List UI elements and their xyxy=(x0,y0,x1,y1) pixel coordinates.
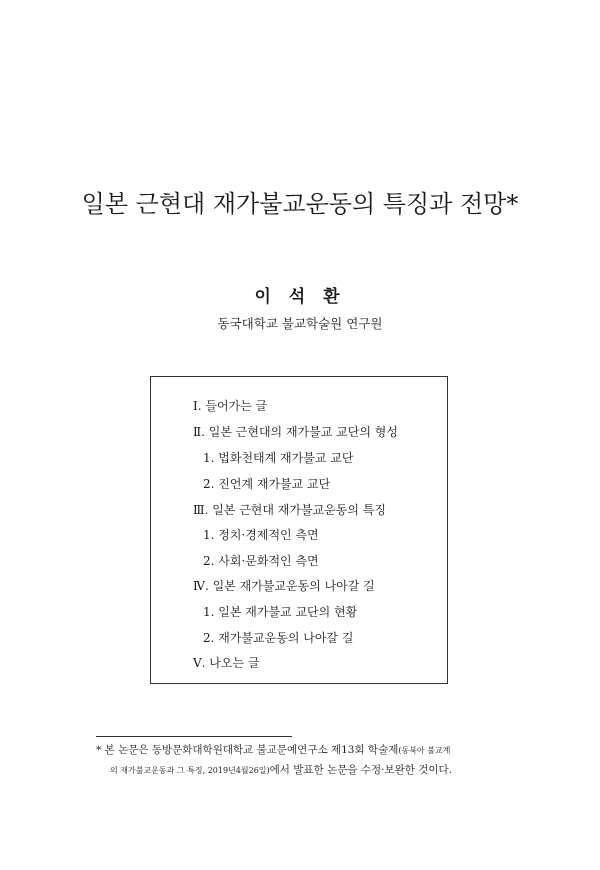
author-affiliation: 동국대학교 불교학술원 연구원 xyxy=(217,316,383,331)
toc-section-5: Ⅴ. 나오는 글 xyxy=(193,656,260,670)
toc-section-4: Ⅳ. 일본 재가불교운동의 나아갈 길 xyxy=(193,579,375,593)
footnote-text: 에서 발표한 논문을 수정·보완한 것이다. xyxy=(269,764,452,776)
toc-section-1: Ⅰ. 들어가는 글 xyxy=(193,399,268,413)
toc-subsection-3-2: 2. 사회·문화적인 측면 xyxy=(203,554,319,568)
author-name: 이 석 환 xyxy=(254,287,346,307)
toc-subsection-2-2: 2. 진언계 재가불교 교단 xyxy=(203,477,331,491)
toc-subsection-4-1: 1. 일본 재가불교 교단의 현황 xyxy=(203,605,358,619)
footnote-line-2 xyxy=(110,762,452,777)
footnote-text: * 본 논문은 동방문화대학원대학교 불교문예연구소 제13회 학술제 xyxy=(96,744,399,756)
toc-subsection-2-1: 1. 법화천태계 재가불교 교단 xyxy=(203,451,354,465)
table-of-contents xyxy=(150,376,448,684)
toc-section-2: Ⅱ. 일본 근현대의 재가불교 교단의 형성 xyxy=(193,425,398,439)
footnote-line-1 xyxy=(96,742,450,757)
toc-subsection-3-1: 1. 정치·경제적인 측면 xyxy=(203,528,319,542)
toc-subsection-4-2: 2. 재가불교운동의 나아갈 길 xyxy=(203,631,354,645)
footnote-small-text: 의 재가불교운동과 그 특징, 2019년4월26일) xyxy=(110,766,270,775)
toc-section-3: Ⅲ. 일본 근현대 재가불교운동의 특징 xyxy=(193,503,386,517)
paper-title: 일본 근현대 재가불교운동의 특징과 전망* xyxy=(81,190,519,218)
footnote-rule xyxy=(96,736,292,737)
footnote-small-text: (동북아 불교계 xyxy=(398,746,451,755)
